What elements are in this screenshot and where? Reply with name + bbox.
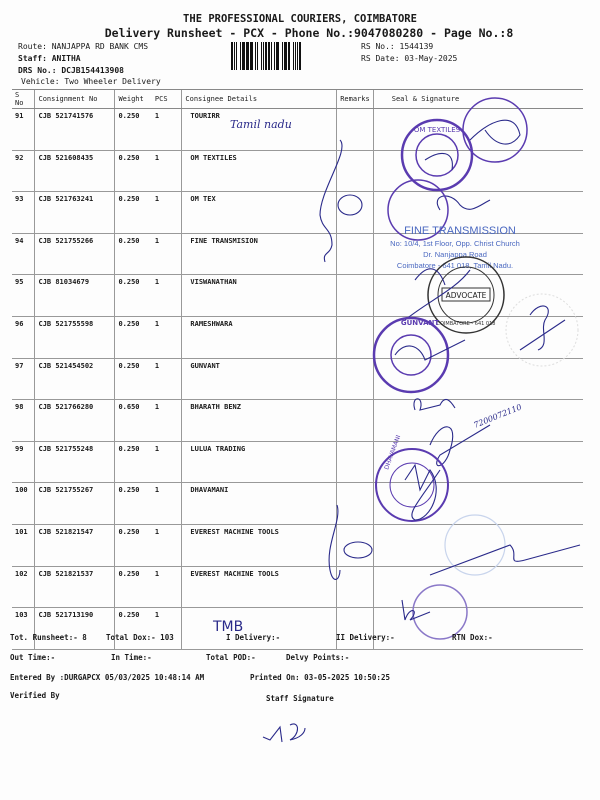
cell-consignee: TOURIRR — [182, 109, 337, 151]
col-pcs: PCS — [152, 90, 182, 109]
cell-consignee: OM TEXTILES — [182, 150, 337, 192]
cell-weight: 0.250 — [115, 150, 152, 192]
total-pod: Total POD:- — [206, 653, 256, 662]
cell-pcs: 1 — [152, 566, 182, 608]
cell-sno: 102 — [12, 566, 35, 608]
cell-pcs: 1 — [152, 233, 182, 275]
cell-consignee: OM TEX — [182, 192, 337, 234]
cell-consignee: DHAVAMANI — [182, 483, 337, 525]
svg-text:DHAVAMANI: DHAVAMANI — [383, 434, 403, 471]
cell-remarks — [337, 483, 374, 525]
cell-pcs: 1 — [152, 608, 182, 650]
cell-weight: 0.250 — [115, 358, 152, 400]
in-time: In Time:- — [111, 653, 152, 662]
table-row — [12, 275, 583, 317]
col-seal-signature: Seal & Signature — [373, 90, 583, 109]
cell-seal-signature — [373, 483, 583, 525]
out-time: Out Time:- — [10, 653, 56, 662]
cell-consignment: CJB 521755248 — [35, 441, 115, 483]
cell-seal-signature — [373, 608, 583, 650]
cell-pcs: 1 — [152, 400, 182, 442]
cell-remarks — [337, 441, 374, 483]
cell-seal-signature — [373, 150, 583, 192]
staff-signature-mark — [263, 724, 305, 742]
runsheet-subtitle: Delivery Runsheet - PCX - Phone No.:9047080280 - Page No.:8 — [104, 26, 514, 40]
svg-text:Dr. Nanjappa Road: Dr. Nanjappa Road — [423, 250, 487, 259]
cell-sno: 94 — [12, 233, 35, 275]
rtn-dox: RTN Dox:- — [452, 633, 493, 642]
cell-pcs: 1 — [152, 109, 182, 151]
cell-pcs: 1 — [152, 483, 182, 525]
barcode — [231, 42, 341, 70]
cell-pcs: 1 — [152, 275, 182, 317]
cell-consignee: GUNVANT — [182, 358, 337, 400]
cell-remarks — [337, 109, 374, 151]
cell-weight: 0.250 — [115, 316, 152, 358]
cell-remarks — [337, 316, 374, 358]
cell-consignment: CJB 521741576 — [35, 109, 115, 151]
svg-text:COIMBATORE - 641 018: COIMBATORE - 641 018 — [436, 321, 496, 327]
cell-consignee — [182, 608, 337, 650]
cell-consignee: EVEREST MACHINE TOOLS — [182, 566, 337, 608]
cell-weight: 0.250 — [115, 109, 152, 151]
svg-text:OM TEXTILES: OM TEXTILES — [413, 126, 461, 134]
cell-pcs: 1 — [152, 358, 182, 400]
cell-sno: 98 — [12, 400, 35, 442]
cell-remarks — [337, 566, 374, 608]
cell-remarks — [337, 524, 374, 566]
table-row — [12, 109, 583, 151]
cell-weight: 0.250 — [115, 233, 152, 275]
cell-pcs: 1 — [152, 316, 182, 358]
route-label: Route: NANJAPPA RD BANK CMS — [18, 42, 149, 51]
table-row — [12, 150, 583, 192]
cell-seal-signature — [373, 109, 583, 151]
printed-on: Printed On: 03-05-2025 10:50:25 — [250, 673, 390, 682]
cell-consignment: CJB 521755267 — [35, 483, 115, 525]
delvy-points: Delvy Points:- — [286, 653, 350, 662]
table-row — [12, 358, 583, 400]
cell-remarks — [337, 358, 374, 400]
cell-seal-signature — [373, 233, 583, 275]
table-row — [12, 400, 583, 442]
cell-pcs: 1 — [152, 150, 182, 192]
cell-consignment: CJB 81034679 — [35, 275, 115, 317]
cell-consignee: EVEREST MACHINE TOOLS — [182, 524, 337, 566]
cell-seal-signature — [373, 400, 583, 442]
cell-consignment: CJB 521821547 — [35, 524, 115, 566]
cell-seal-signature — [373, 358, 583, 400]
table-row — [12, 192, 583, 234]
cell-sno: 100 — [12, 483, 35, 525]
vehicle-label: Vehicle: Two Wheeler Delivery — [21, 77, 161, 86]
cell-seal-signature — [373, 275, 583, 317]
drs-number: DRS No.: DCJB154413908 — [18, 66, 124, 75]
cell-remarks — [337, 275, 374, 317]
cell-pcs: 1 — [152, 192, 182, 234]
ii-delivery: II Delivery:- — [336, 633, 395, 642]
col-weight: Weight — [115, 90, 152, 109]
col-consignment: Consignment No — [35, 90, 115, 109]
svg-text:GUNVANT: GUNVANT — [400, 319, 440, 327]
cell-weight: 0.250 — [115, 192, 152, 234]
cell-weight: 0.250 — [115, 524, 152, 566]
verified-by: Verified By — [10, 691, 60, 700]
cell-consignee: FINE TRANSMISION — [182, 233, 337, 275]
entered-by: Entered By :DURGAPCX 05/03/2025 10:48:14 AM — [10, 673, 205, 682]
table-row — [12, 608, 583, 650]
barcode-bar — [301, 42, 302, 70]
cell-seal-signature — [373, 316, 583, 358]
cell-consignment: CJB 521755598 — [35, 316, 115, 358]
cell-consignment: CJB 521755266 — [35, 233, 115, 275]
table-row — [12, 233, 583, 275]
cell-sno: 93 — [12, 192, 35, 234]
col-remarks: Remarks — [337, 90, 374, 109]
cell-seal-signature — [373, 566, 583, 608]
rs-number: RS No.: 1544139 — [361, 42, 434, 51]
cell-weight: 0.250 — [115, 608, 152, 650]
cell-pcs: 1 — [152, 524, 182, 566]
cell-sno: 97 — [12, 358, 35, 400]
cell-consignee: VISWANATHAN — [182, 275, 337, 317]
cell-weight: 0.250 — [115, 483, 152, 525]
total-dox: Total Dox:- 103 — [106, 633, 174, 642]
table-row — [12, 524, 583, 566]
cell-consignment: CJB 521766280 — [35, 400, 115, 442]
cell-sno: 95 — [12, 275, 35, 317]
cell-sno: 101 — [12, 524, 35, 566]
cell-remarks — [337, 233, 374, 275]
cell-consignee: RAMESHWARA — [182, 316, 337, 358]
table-row — [12, 566, 583, 608]
svg-text:Coimbatore - 641 018, Tamil Na: Coimbatore - 641 018, Tamil Nadu. — [396, 261, 514, 270]
handwritten-phone: 7200072110 — [472, 402, 523, 430]
cell-consignment: CJB 521608435 — [35, 150, 115, 192]
svg-text:FINE TRANSMISSION: FINE TRANSMISSION — [404, 225, 516, 237]
cell-remarks — [337, 150, 374, 192]
cell-seal-signature — [373, 524, 583, 566]
svg-text:No: 10/4, 1st Floor, Opp. Chri: No: 10/4, 1st Floor, Opp. Christ Church — [390, 239, 520, 248]
cell-seal-signature — [373, 192, 583, 234]
handwritten-tmb: TMB — [213, 619, 244, 635]
cell-pcs: 1 — [152, 441, 182, 483]
cell-consignee: LULUA TRADING — [182, 441, 337, 483]
cell-consignee: BHARATH BENZ — [182, 400, 337, 442]
tot-runsheet: Tot. Runsheet:- 8 — [10, 633, 87, 642]
cell-weight: 0.250 — [115, 275, 152, 317]
cell-consignment: CJB 521763241 — [35, 192, 115, 234]
col-sno: S No — [12, 90, 35, 109]
rs-date: RS Date: 03-May-2025 — [361, 54, 458, 63]
staff-label: Staff: ANITHA — [18, 54, 81, 63]
cell-weight: 0.250 — [115, 441, 152, 483]
cell-consignment: CJB 521454502 — [35, 358, 115, 400]
cell-sno: 99 — [12, 441, 35, 483]
cell-sno: 92 — [12, 150, 35, 192]
company-title: THE PROFESSIONAL COURIERS, COIMBATORE — [183, 13, 417, 25]
runsheet-table — [12, 89, 583, 650]
table-row — [12, 441, 583, 483]
table-row — [12, 316, 583, 358]
cell-remarks — [337, 608, 374, 650]
staff-signature-label: Staff Signature — [266, 694, 334, 703]
i-delivery: I Delivery:- — [226, 633, 281, 642]
table-header-row — [12, 90, 583, 109]
cell-weight: 0.650 — [115, 400, 152, 442]
cell-sno: 103 — [12, 608, 35, 650]
cell-sno: 91 — [12, 109, 35, 151]
cell-sno: 96 — [12, 316, 35, 358]
cell-remarks — [337, 192, 374, 234]
table-row — [12, 483, 583, 525]
cell-remarks — [337, 400, 374, 442]
cell-weight: 0.250 — [115, 566, 152, 608]
handwritten-tamil-nadu: Tamil nadu — [230, 118, 292, 131]
cell-consignment: CJB 521713190 — [35, 608, 115, 650]
cell-seal-signature — [373, 441, 583, 483]
svg-text:ADVOCATE: ADVOCATE — [445, 291, 487, 300]
col-consignee: Consignee Details — [182, 90, 337, 109]
cell-consignment: CJB 521821537 — [35, 566, 115, 608]
